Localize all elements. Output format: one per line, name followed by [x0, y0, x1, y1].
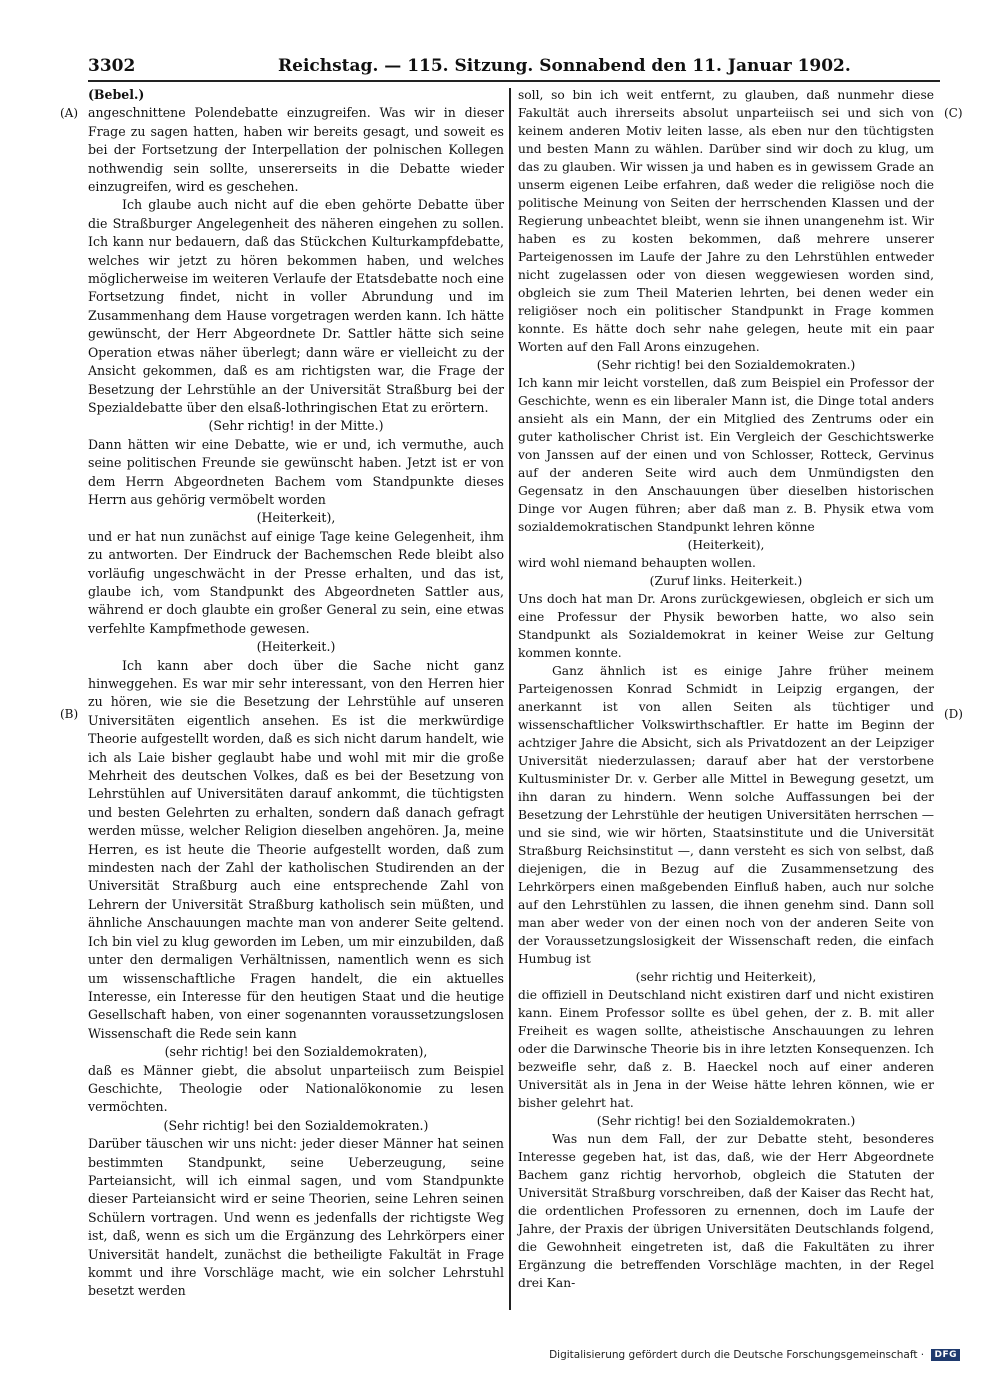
left-column: [88, 86, 504, 1301]
column-divider: [509, 88, 511, 1310]
interjection: (Zuruf links. Heiterkeit.): [649, 574, 803, 588]
footer-text: Digitalisierung gefördert durch die Deutsche Forschungsgemeinschaft ·: [549, 1349, 925, 1361]
interjection: (Heiterkeit),: [687, 538, 765, 552]
page-number: 3302: [88, 56, 136, 76]
interjection: (Sehr richtig! bei den Sozialdemokraten.): [163, 1117, 429, 1133]
paragraph: Darüber täuschen wir uns nicht: jeder dieser Männer hat seinen bestimmten Standpunkt, seine Ueberzeugung, seine Parteiansicht, will ich einmal sagen, und vom Standpunkte dieser Parteiansicht wird er seine Theorien, seine Lehren seinen Schülern vortragen. Und wenn es jedenfalls der richtigste Weg ist, daß, wenn es sich um die Ergänzung des Lehrkörpers einer Universität handelt, zunächst die betheiligte Fakultät in Frage kommt und ihre Vorschläge macht, wie ein solcher Lehrstuhl besetzt werden: [88, 1136, 504, 1299]
digitization-footer: [549, 1349, 960, 1361]
margin-letter-c: (C): [944, 106, 963, 120]
margin-letter-b: (B): [60, 707, 79, 721]
margin-letter-d: (D): [944, 707, 963, 721]
paragraph: angeschnittene Polendebatte einzugreifen. Was wir in dieser Frage zu sagen hatten, haben wir bereits gesagt, und soweit es bei der Fortsetzung der Interpellation der polnischen Kollegen nothwendig sein sollte, unsererseits in die Debatte wieder einzugreifen, wird es geschehen.: [88, 105, 504, 195]
paragraph: Ganz ähnlich ist es einige Jahre früher meinem Parteigenossen Konrad Schmidt in Leipzig ergangen, der anerkannt ist von allen Seiten als tüchtiger und wissenschaftlicher Volkswirthschaftler. Er hatte im Beginn der achtziger Jahre die Absicht, sich als Privatdozent an der Leipziger Universität niederzulassen; darauf aber hat der verstorbene Kultusminister Dr. v. Gerber alle Mittel in Bewegung gesetzt, um ihn daran zu hindern. Wenn solche Auffassungen bei der Besetzung der Lehrstühle der heutigen Universitäten herrschen — und sie sind, wie wir hörten, Staatsinstitute und die Universität Straßburg Reichsinstitut —, dann versteht es sich von selbst, daß diejenigen, die in Bezug auf die Zusammensetzung des Lehrkörpers einen maßgebenden Einfluß haben, auch nur solche auf den Lehrstühlen zu lassen, die ihnen genehm sind. Dann soll man aber weder von der einen noch von der anderen Seite von der Voraussetzungslosigkeit der Wissenschaft reden, die einfach Humbug ist: [518, 664, 934, 966]
dfg-logo: DFG: [931, 1349, 960, 1361]
margin-letter-a: (A): [60, 106, 79, 120]
interjection: (Heiterkeit.): [256, 639, 336, 655]
paragraph: wird wohl niemand behaupten wollen.: [518, 556, 756, 570]
speaker-name: (Bebel.): [88, 87, 145, 102]
interjection: (Sehr richtig! bei den Sozialdemokraten.): [596, 1114, 856, 1128]
paragraph: Ich kann mir leicht vorstellen, daß zum Beispiel ein Professor der Geschichte, wenn es ein liberaler Mann ist, die Dinge total anders ansieht als ein Mann, der ein Mitglied des Zentrums oder ein guter katholischer Christ ist. Ein Vergleich der Geschichtswerke von Janssen auf der einen und von Schlosser, Rotteck, Gervinus auf der anderen Seite wird auch dem Unmündigsten den Gegensatz in den Anschauungen über dieselben historischen Dinge vor Augen führen; aber daß man z. B. Physik etwa vom sozialdemokratischen Standpunkt lehren könne: [518, 376, 934, 534]
interjection: (Sehr richtig! bei den Sozialdemokraten.): [596, 358, 856, 372]
paragraph: Ich kann aber doch über die Sache nicht ganz hinweggehen. Es war mir sehr interessant, von den Herren hier zu hören, wie sie die Besetzung der Lehrstühle auf unseren Universitäten eigentlich ansehen. Es ist die merkwürdige Theorie aufgestellt worden, daß es sich nicht darum handelt, wie ich als Laie bisher geglaubt habe und wohl mit mir die große Mehrheit des deutschen Volkes, daß es bei der Besetzung von Lehrstühlen auf Universitäten darauf ankommt, die tüchtigsten und besten Gelehrten zu erhalten, sondern daß danach gefragt werden müsse, welcher Religion dieselben angehören. Ja, meine Herren, es ist heute die Theorie aufgestellt worden, daß zum mindesten nach der Zahl der katholischen Studirenden an der Universität Straßburg auch eine entsprechende Zahl von Lehrern der Universität Straßburg katholisch sein müßten, und ähnliche Anschauungen machte man von anderer Seite geltend. Ich bin viel zu klug geworden im Leben, um mir einzubilden, daß unter den dermaligen Verhältnissen, namentlich wenn es sich um wissenschaftliche Fragen handelt, die ein aktuelles Interesse, ein Interesse für den heutigen Staat und die heutige Gesellschaft haben, von einer sogenannten voraussetzungslosen Wissenschaft die Rede sein kann: [88, 657, 504, 1041]
interjection: (sehr richtig! bei den Sozialdemokraten),: [164, 1044, 428, 1060]
interjection: (Sehr richtig! in der Mitte.): [208, 418, 384, 434]
paragraph: Dann hätten wir eine Debatte, wie er und, ich vermuthe, auch seine politischen Freunde sie gewünscht haben. Jetzt ist er von dem Herrn Abgeordneten Bachem vom Standpunkte dieses Herrn aus gehörig vermöbelt worden: [88, 436, 504, 507]
paragraph: Uns doch hat man Dr. Arons zurückgewiesen, obgleich er sich um eine Professur der Physik beworben hatte, wo also sein Standpunkt als Sozialdemokrat in keiner Weise zur Geltung kommen konnte.: [518, 592, 934, 660]
header-rule: [88, 80, 940, 82]
page-header: [88, 56, 940, 80]
paragraph: Was nun dem Fall, der zur Debatte steht, besonderes Interesse gegeben hat, ist das, daß, wie der Herr Abgeordnete Bachem ganz richtig hervorhob, obgleich die Statuten der Universität Straßburg vorschreiben, daß der Kaiser das Recht hat, die ordentlichen Professoren zu ernennen, doch im Laufe der Jahre, der Praxis der übrigen Universitäten Deutschlands folgend, die Gewohnheit eingetreten ist, daß die Fakultäten zu ihrer Ergänzung die betreffenden Vorschläge machten, in der Regel drei Kan-: [518, 1132, 934, 1290]
running-title: Reichstag. — 115. Sitzung. Sonnabend den 11. Januar 1902.: [278, 56, 851, 76]
paragraph: und er hat nun zunächst auf einige Tage keine Gelegenheit, ihm zu antworten. Der Eindruck der Bachemschen Rede bleibt also vorläufig ungeschwächt in der Presse erhalten, und das ist, glaube ich, vom Standpunkt des Abgeordneten Sattler aus, während er doch glaubte ein großer General zu sein, eine etwas verfehlte Kampfmethode gewesen.: [88, 528, 504, 636]
paragraph: soll, so bin ich weit entfernt, zu glauben, daß nunmehr diese Fakultät auch ihrerseits absolut unparteiisch sei und sich von keinem anderen Motiv leiten lasse, als eben nur den tüchtigsten und besten Mann zu wählen. Darüber sind wir doch zu klug, um das zu glauben. Wir wissen ja und haben es in gewissem Grade an unserm eigenen Leibe erfahren, daß weder die religiöse noch die politische Meinung von Seiten der herrschenden Klassen und der Regierung unbeachtet bleibt, wenn sie ihnen unangenehm ist. Wir haben es zu kosten bekommen, daß mehrere unserer Parteigenossen im Laufe der Jahre zu den Lehrstühlen entweder nicht zugelassen oder von diesen weggewiesen worden sind, obgleich sie zum Theil Materien lehrten, bei denen weder ein religiöser noch ein politischer Standpunkt in Frage kommen konnte. Es hätte doch sehr nahe gelegen, heute mit ein paar Worten auf den Fall Arons einzugehen.: [518, 88, 934, 354]
interjection: (Heiterkeit),: [256, 510, 336, 526]
paragraph: Ich glaube auch nicht auf die eben gehörte Debatte über die Straßburger Angelegenheit des näheren eingehen zu sollen. Ich kann nur bedauern, daß das Stückchen Kulturkampfdebatte, welches wir jetzt zu hören bekommen haben, und welches möglicherweise im weiteren Verlaufe der Etatsdebatte noch eine Fortsetzung findet, nicht in voller Abrundung und im Zusammenhang dem Hause vorgetragen werden kann. Ich hätte gewünscht, der Herr Abgeordnete Dr. Sattler hätte sich seine Operation etwas näher überlegt; dann wäre er vielleicht zu der Ansicht gekommen, daß es am richtigsten war, die Frage der Besetzung der Lehrstühle an der Universität Straßburg bei der Spezialdebatte über den elsaß-lothringischen Etat zu erörtern.: [88, 197, 504, 415]
paragraph: daß es Männer giebt, die absolut unparteiisch zum Beispiel Geschichte, Theologie oder Nationalökonomie zu lesen vermöchten.: [88, 1062, 504, 1115]
interjection: (sehr richtig und Heiterkeit),: [635, 970, 817, 984]
right-column: [518, 86, 934, 1292]
paragraph: die offiziell in Deutschland nicht existiren darf und nicht existiren kann. Einem Professor sollte es übel gehen, der z. B. mit aller Freiheit es wagen sollte, atheistische Anschauungen zu lehren oder die Darwinsche Theorie bis in ihre letzten Konsequenzen. Ich bezweifle sehr, daß z. B. Haeckel noch auf einer anderen Universität als in Jena in der Weise hätte lehren können, wie er bisher gelehrt hat.: [518, 988, 934, 1110]
